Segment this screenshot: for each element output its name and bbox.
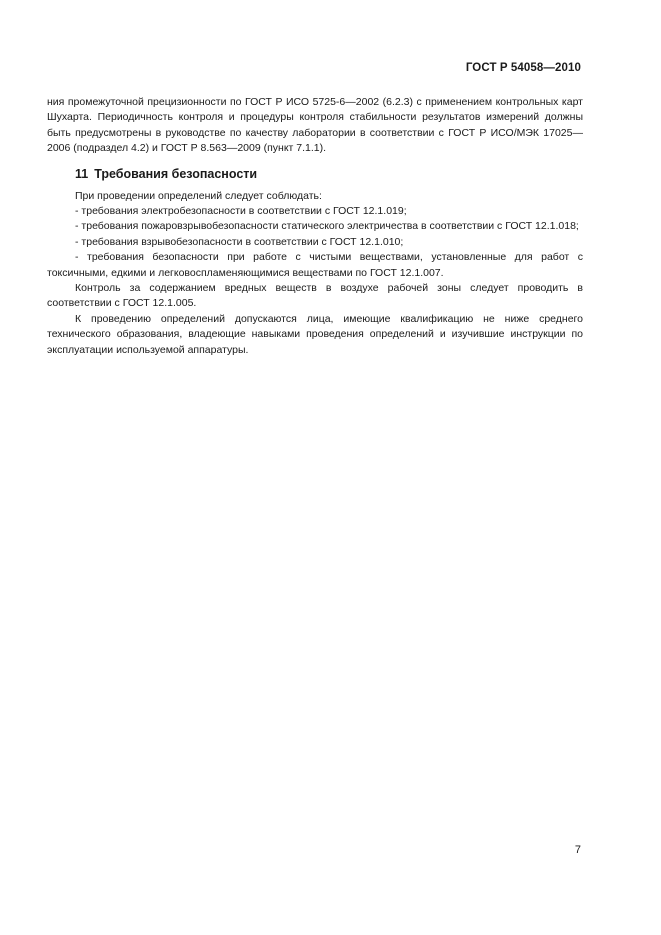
document-header-code: ГОСТ Р 54058—2010 — [465, 62, 581, 74]
section-paragraph: Контроль за содержанием вредных веществ в воздухе рабочей зоны следует проводить в соответствии с ГОСТ 12.1.005. — [47, 282, 583, 310]
section-paragraph: - требования пожаровзрывобезопасности статического электричества в соответствии с ГОСТ 12.1.018; — [75, 220, 579, 233]
page-number: 7 — [574, 844, 581, 856]
section-paragraph: При проведении определений следует соблюдать: — [75, 189, 322, 202]
section-paragraph: - требования безопасности при работе с чистыми веществами, установленные для работ с токсичными, едкими и легковоспламеняющимися веществами по ГОСТ 12.1.007. — [47, 251, 583, 279]
section-heading — [75, 165, 583, 183]
section-paragraph: - требования электробезопасности в соответствии с ГОСТ 12.1.019; — [75, 205, 407, 218]
section-title: Требования безопасности — [94, 166, 258, 181]
document-body — [47, 95, 583, 358]
section-paragraph: К проведению определений допускаются лица, имеющие квалификацию не ниже среднего технического образования, владеющие навыками проведения определений и изучившие инструкции по эксплуатации используемой аппаратуры. — [47, 312, 583, 356]
intro-paragraph: ния промежуточной прецизионности по ГОСТ Р ИСО 5725-6—2002 (6.2.3) с применением контрольных карт Шухарта. Периодичность контроля и процедуры контроля стабильности результатов измерений должны быть предусмотрены в руководстве по качеству лаборатории в соответствии с ГОСТ Р ИСО/МЭК 17025—2006 (подраздел 4.2) и ГОСТ Р 8.563—2009 (пункт 7.1.1). — [47, 96, 583, 155]
section-paragraph: - требования взрывобезопасности в соответствии с ГОСТ 12.1.010; — [75, 235, 404, 248]
section-number: 11 — [75, 166, 89, 181]
